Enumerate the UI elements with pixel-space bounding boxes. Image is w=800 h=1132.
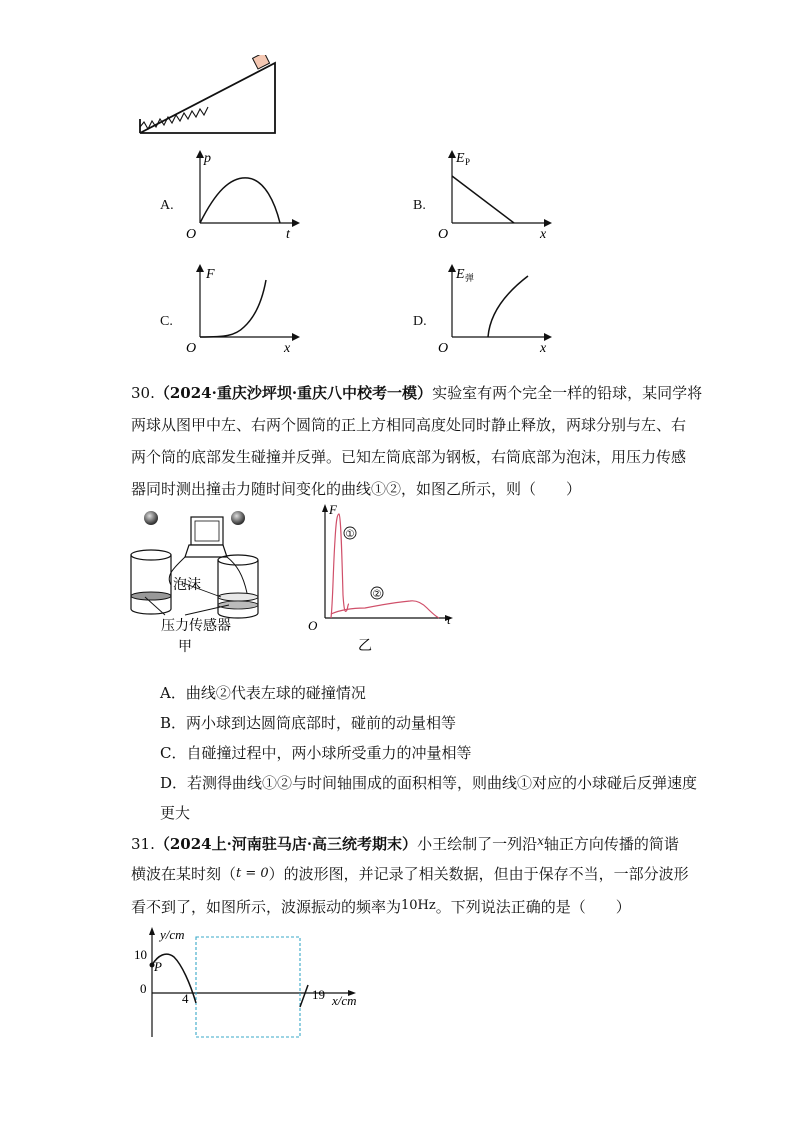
graph-b	[432, 148, 552, 240]
question-30	[131, 377, 703, 505]
missing-region	[196, 937, 300, 1037]
q31-line3	[131, 898, 631, 915]
q30-number: 30.	[131, 384, 155, 402]
a-x-label: t	[286, 227, 290, 240]
q30-option-d-letter: D．	[160, 774, 188, 792]
q30-option-b-text: 两小球到达圆筒底部时，碰前的动量相等	[186, 714, 457, 732]
q30-option-a-text: 曲线②代表左球的碰撞情况	[185, 684, 366, 702]
c-x-label: x	[284, 341, 291, 354]
q30-option-c-text: 自碰撞过程中，两小球所受重力的冲量相等	[186, 744, 472, 762]
right-ball	[231, 511, 245, 525]
q30-option-d-text: 若测得曲线①②与时间轴围成的面积相等，则曲线①对应的小球碰后反弹速度	[187, 774, 698, 792]
curve-d	[488, 276, 528, 337]
steel-plate	[131, 592, 171, 600]
b-origin: O	[438, 227, 449, 240]
q30-line4: 器同时测出撞击力随时间变化的曲线①②，如图乙所示，则（ ）	[131, 480, 582, 498]
c-y-label: F	[206, 267, 215, 282]
left-ball	[144, 511, 158, 525]
q31-text2c: ）的波形图，并记录了相关数据，但由于保存不当，一部分波形	[268, 865, 689, 883]
q30-line2: 两球从图甲中左、右两个圆筒的正上方相同高度处同时静止释放，两球分别与左、右	[131, 416, 687, 434]
a-origin: O	[186, 227, 197, 240]
d-y-sub: 弹	[465, 273, 475, 283]
q31-source: （2024上·河南驻马店·高三统考期末）	[154, 835, 418, 853]
option-a-label: A.	[160, 198, 174, 213]
q31-number: 31.	[131, 835, 155, 853]
q30-option-b[interactable]	[160, 716, 456, 731]
q31-line2	[131, 866, 689, 882]
c-origin: O	[186, 341, 197, 354]
wave-right	[300, 985, 308, 1007]
figure-yi	[305, 500, 465, 655]
tick-10: 10	[134, 947, 147, 962]
foam-layer	[218, 593, 258, 601]
b-y-label: E	[456, 151, 465, 166]
line-b	[452, 176, 514, 223]
q30-line3: 两个筒的底部发生碰撞并反弹。已知左筒底部为钢板，右筒底部为泡沫，用压力传感	[131, 448, 687, 466]
q30-option-a-letter: A．	[160, 684, 186, 702]
q30-option-b-letter: B．	[160, 714, 187, 732]
yi-y-label: F	[329, 502, 337, 517]
q31-text3b: 10Hz	[401, 898, 436, 913]
q30-text1: 实验室有两个完全一样的铅球，某同学将	[432, 384, 703, 402]
tick-4: 4	[182, 991, 189, 1006]
q31-text3c: 。下列说法正确的是（ ）	[435, 898, 631, 916]
tick-19: 19	[312, 987, 325, 1002]
option-c-label: C.	[160, 314, 173, 329]
q30-option-c[interactable]	[160, 746, 472, 761]
d-x-label: x	[540, 341, 547, 354]
sensor-label: 压力传感器	[161, 619, 231, 634]
graph-d	[432, 262, 552, 354]
q30-option-a[interactable]	[160, 686, 366, 701]
laptop-base	[185, 545, 227, 557]
point-p-label: P	[154, 959, 162, 974]
q31-text2a: 横波在某时刻（	[131, 865, 237, 883]
figure-jia	[125, 505, 285, 655]
q30-option-c-letter: C．	[160, 744, 187, 762]
a-y-label: p	[204, 151, 211, 166]
foam-label: 泡沫	[173, 578, 201, 593]
q31-text1c: 轴正方向传播的简谐	[543, 835, 679, 853]
curve-2	[331, 601, 439, 618]
q30-option-d[interactable]	[160, 776, 697, 791]
b-y-sub: P	[465, 157, 471, 167]
curve-2-label: ②	[372, 589, 382, 600]
q31-text1b: x	[537, 834, 544, 848]
q30-option-d-cont: 更大	[160, 804, 191, 822]
option-d-label: D.	[413, 314, 427, 329]
curve-a	[200, 178, 280, 223]
incline-spring-figure	[130, 55, 280, 140]
q31-text3a: 看不到了，如图所示，波源振动的频率为	[131, 898, 402, 916]
curve-1-label: ①	[345, 529, 355, 540]
caption-jia: 甲	[178, 640, 192, 655]
q30-source: （2024·重庆沙坪坝·重庆八中校考一模）	[154, 384, 433, 402]
graph-a	[180, 148, 300, 240]
d-y-label: E	[456, 267, 465, 282]
d-origin: O	[438, 341, 449, 354]
q30-line1	[131, 377, 703, 409]
wave-x-label: x/cm	[332, 993, 357, 1008]
option-b-label: B.	[413, 198, 426, 213]
spring	[140, 107, 208, 129]
tick-0: 0	[140, 981, 147, 996]
yi-origin: O	[308, 618, 318, 633]
curve-c	[200, 280, 266, 337]
b-x-label: x	[540, 227, 547, 240]
caption-yi: 乙	[358, 639, 372, 654]
q31-text2b: t = 0	[236, 866, 269, 881]
q31-text1a: 小王绘制了一列沿	[417, 835, 538, 853]
wave-y-label: y/cm	[160, 927, 185, 942]
graph-c	[180, 262, 300, 354]
wave-figure	[130, 925, 380, 1045]
q31-line1	[131, 834, 679, 852]
incline	[140, 63, 275, 133]
yi-x-label: t	[447, 612, 451, 627]
